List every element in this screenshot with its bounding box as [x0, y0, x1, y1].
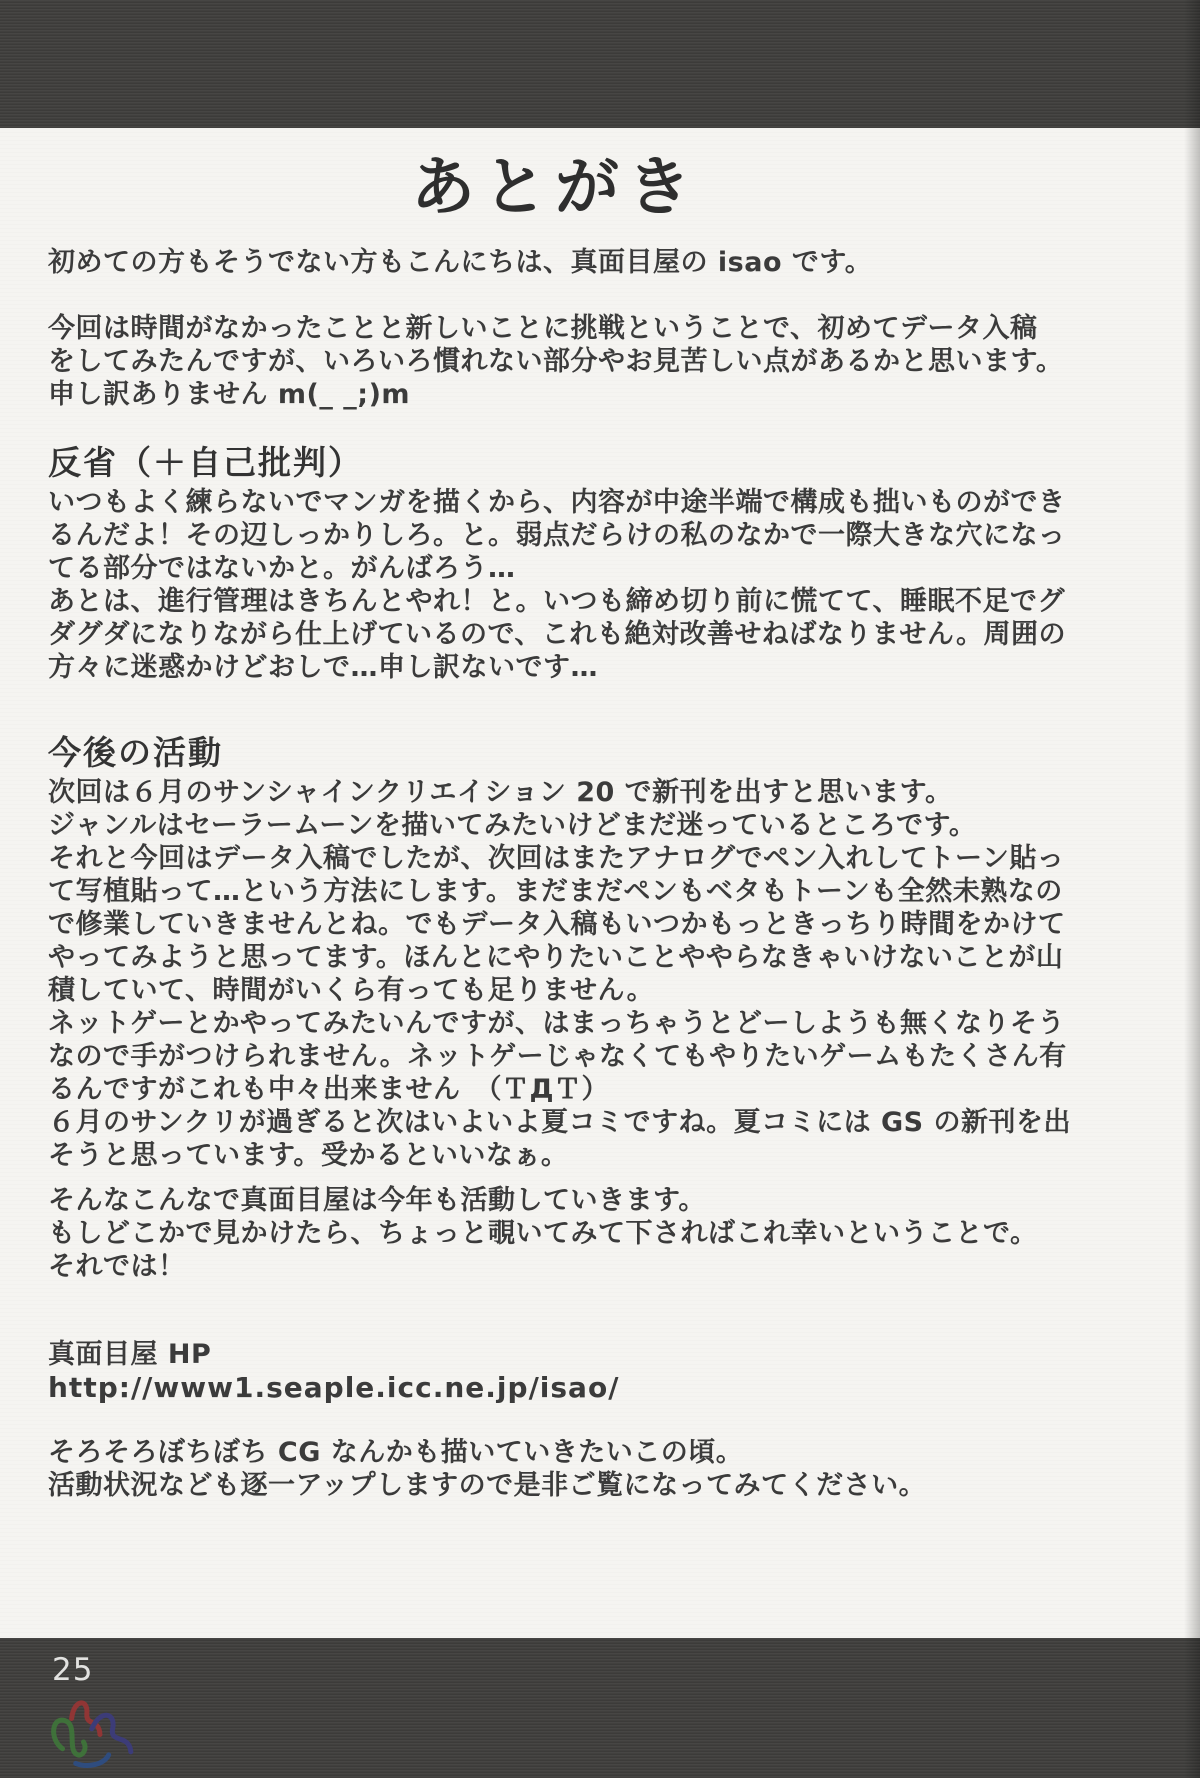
- text-line: ダグダになりながら仕上げているので、これも絶対改善せねばなりません。周囲の: [48, 619, 1067, 650]
- page-number: 25: [52, 1652, 94, 1688]
- page-title: あとがき: [411, 151, 699, 225]
- text-line: もしどこかで見かけたら、ちょっと覗いてみて下さればこれ幸いということで。: [48, 1218, 1038, 1249]
- postscript-paragraph: [48, 1436, 926, 1502]
- text-line: 積していて、時間がいくら有っても足りません。: [48, 975, 655, 1006]
- text-line: そんなこんなで真面目屋は今年も活動していきます。: [48, 1185, 706, 1216]
- apology-paragraph: [48, 312, 1063, 411]
- section-heading-future-activity: 今後の活動: [48, 733, 223, 772]
- text-line: てる部分ではないかと。がんばろう…: [48, 553, 516, 584]
- reflection-paragraph: [48, 486, 1066, 684]
- text-line: 初めての方もそうでない方もこんにちは、真面目屋の isao です。: [48, 247, 873, 278]
- text-line: そろそろぼちぼち CG なんかも描いていきたいこの頃。: [48, 1437, 744, 1468]
- closing-paragraph: [48, 1184, 1037, 1283]
- scan-edge-shadow: [1184, 0, 1200, 1778]
- artist-signature-scribble-icon: [36, 1684, 140, 1776]
- text-line: て写植貼って…という方法にします。まだまだペンもベタもトーンも全然未熟なの: [48, 876, 1063, 907]
- homepage-info: [48, 1338, 619, 1404]
- text-line: そうと思っています。受かるといいなぁ。: [48, 1140, 569, 1171]
- text-line: いつもよく練らないでマンガを描くから、内容が中途半端で構成も拙いものができ: [48, 487, 1066, 518]
- top-header-bar: [0, 0, 1200, 128]
- section-heading-reflection: 反省（＋自己批判）: [48, 443, 363, 482]
- text-line: 方々に迷惑かけどおしで…申し訳ないです…: [48, 652, 598, 683]
- text-line: 活動状況なども逐一アップしますので是非ご覧になってみてください。: [48, 1470, 927, 1501]
- text-line: なので手がつけられません。ネットゲーじゃなくてもやりたいゲームもたくさん有: [48, 1041, 1067, 1072]
- intro-paragraph: [48, 246, 872, 279]
- text-line: るんだよ！その辺しっかりしろ。と。弱点だらけの私のなかで一際大きな穴になっ: [48, 520, 1066, 551]
- text-line: で修業していきませんとね。でもデータ入稿もいつかもっときっちり時間をかけて: [48, 909, 1066, 940]
- text-line: るんですがこれも中々出来ません （ＴДＴ）: [48, 1074, 610, 1105]
- text-line: それでは！: [48, 1251, 186, 1282]
- bottom-footer-bar: [0, 1638, 1200, 1778]
- future-activity-paragraph: [48, 776, 1071, 1172]
- text-line: やってみようと思ってます。ほんとにやりたいことややらなきゃいけないことが山: [48, 942, 1064, 973]
- text-line: ６月のサンクリが過ぎると次はいよいよ夏コミですね。夏コミには GS の新刊を出: [48, 1107, 1072, 1138]
- text-line: ネットゲーとかやってみたいんですが、はまっちゃうとどーしようも無くなりそう: [48, 1008, 1065, 1039]
- text-line: 今回は時間がなかったことと新しいことに挑戦ということで、初めてデータ入稿: [48, 313, 1038, 344]
- homepage-label: 真面目屋 HP: [48, 1339, 212, 1370]
- text-line: をしてみたんですが、いろいろ慣れない部分やお見苦しい点があるかと思います。: [48, 346, 1064, 377]
- text-line: それと今回はデータ入稿でしたが、次回はまたアナログでペン入れしてトーン貼っ: [48, 843, 1065, 874]
- homepage-url: http://www1.seaple.icc.ne.jp/isao/: [48, 1371, 620, 1404]
- text-line: あとは、進行管理はきちんとやれ！と。いつも締め切り前に慌てて、睡眠不足でグ: [48, 586, 1065, 617]
- text-line: 申し訳ありません m(_ _;)m: [48, 379, 411, 410]
- text-line: ジャンルはセーラームーンを描いてみたいけどまだ迷っているところです。: [48, 810, 977, 841]
- text-line: 次回は６月のサンシャインクリエイション 20 で新刊を出すと思います。: [48, 777, 953, 808]
